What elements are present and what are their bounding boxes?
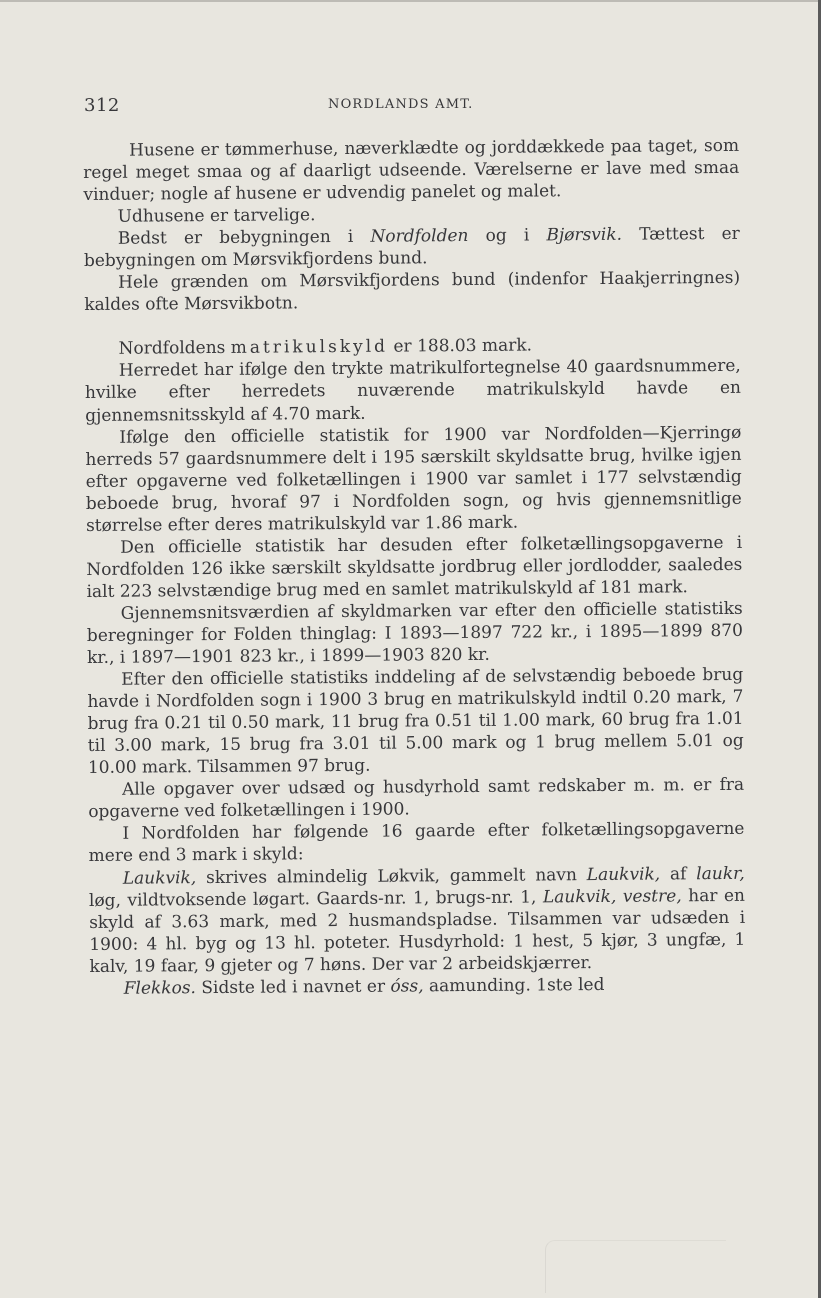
farm-name: Laukvik, vestre, (542, 885, 682, 907)
paragraph-gaarde: I Nordfolden har følgende 16 gaarde efter folketællingsopgaverne mere end 3 mark i skyld: (88, 819, 745, 867)
running-head: NORDLANDS AMT. (328, 97, 474, 112)
paragraph-houses: Husene er tømmerhuse, næverklædte og jorddækkede paa taget, som regel meget smaa og af daarligt udseende. Værelserne er lave med smaa vinduer; nogle af husene er udvendig panelet og malet. (83, 135, 740, 206)
paragraph-outbuildings: Udhusene er tarvelige. (117, 205, 316, 227)
body-text (83, 135, 746, 1000)
page-stain (545, 1240, 726, 1293)
paragraph-opgaver: Alle opgaver over udsæd og husdyrhold samt redskaber m. m. er fra opgaverne ved folketællingen i 1900. (88, 775, 745, 823)
page-header (84, 95, 736, 117)
paragraph-gaardsnummere: Herredet har ifølge den trykte matrikulfortegnelse 40 gaardsnummere, hvilke efter herredets nuværende matrikulskyld havde en gjennemsnitsskyld af 4.70 mark. (84, 356, 742, 426)
paragraph-jordbrug: Den officielle statistik har desuden efter folketællingsopgaverne i Nordfolden 126 ikke særskilt skyldsatte jordbrug eller jordlodder, saaledes ialt 223 selvstændige brug med en samlet matrikulskyld af 181 mark. (86, 532, 743, 602)
place-name: Bjørsvik. (546, 224, 623, 246)
place-name: Nordfolden (370, 226, 469, 247)
paragraph-inddeling: Efter den officielle statistiks inddeling af de selvstændig beboede brug havde i Nordfolden sogn i 1900 3 brug en matrikulskyld indtil 0.20 mark, 7 brug fra 0.21 til 0.50 mark, 11 brug fra 0.51 til 1.00 mark, 60 brug fra 1.01 til 3.00 mark, 15 brug fra 3.01 til 5.00 mark og 1 brug mellem 5.01 og 10.00 mark. Tilsammen 97 brug. (87, 664, 744, 779)
paragraph-flekkos: Flekkos. Sidste led i navnet er óss, aamunding. 1ste led (123, 974, 605, 999)
top-page-edge (0, 0, 821, 2)
paragraph-statistik-1900: Ifølge den officielle statistik for 1900 var Nordfolden—Kjerringø herreds 57 gaardsnummere delt i 195 særskilt skyldsatte brug, hvilke igjen efter opgaverne ved folketællingen i 1900 var samlet i 177 selvstændig beboede brug, hvoraf 97 i Nordfolden sogn, og hvis gjennemsnitlige størrelse efter deres matrikulskyld var 1.86 mark. (85, 422, 742, 536)
paragraph-skyldmarken: Gjennemsnitsværdien af skyldmarken var efter den officielle statistiks beregninger for Folden thinglag: I 1893—1897 722 kr., i 1895—1899 870 kr., i 1897—1901 823 kr., i 1899—1903 820 kr. (86, 598, 743, 669)
etymology-word: óss, (390, 976, 424, 997)
paragraph-laukvik: Laukvik, skrives almindelig Løkvik, gammelt navn Laukvik, af laukr, løg, vildtvoksende løgart. Gaards-nr. 1, brugs-nr. 1, Laukvik, vestre, har en skyld af 3.63 mark, med 2 husmandspladse. Tilsammen var udsæden i 1900: 4 hl. byg og 13 hl. poteter. Husdyrhold: 1 hest, 5 kjør, 3 ungfæ, 1 kalv, 19 faar, 9 gjeter og 7 høns. Der var 2 arbeidskjærrer. (88, 863, 746, 977)
paragraph-settlement: Bedst er bebygningen i Nordfolden og i Bjørsvik. Tættest er bebygningen om Mørsvikfjordens bund. (83, 224, 740, 272)
old-name: Laukvik, (586, 863, 661, 885)
farm-name: Flekkos. (123, 977, 197, 999)
paragraph-morsvikbotn: Hele grænden om Mørsvikfjordens bund (indenfor Haakjerringnes) kaldes ofte Mørsvikbotn. (84, 268, 741, 316)
spaced-term: matrikulskyld (230, 336, 389, 359)
farm-name: Laukvik, (122, 867, 197, 889)
paragraph-matrikulskyld: Nordfoldens matrikulskyld er 188.03 mark. (118, 335, 533, 360)
etymology-word: laukr, (696, 863, 745, 884)
page-number: 312 (84, 95, 120, 116)
